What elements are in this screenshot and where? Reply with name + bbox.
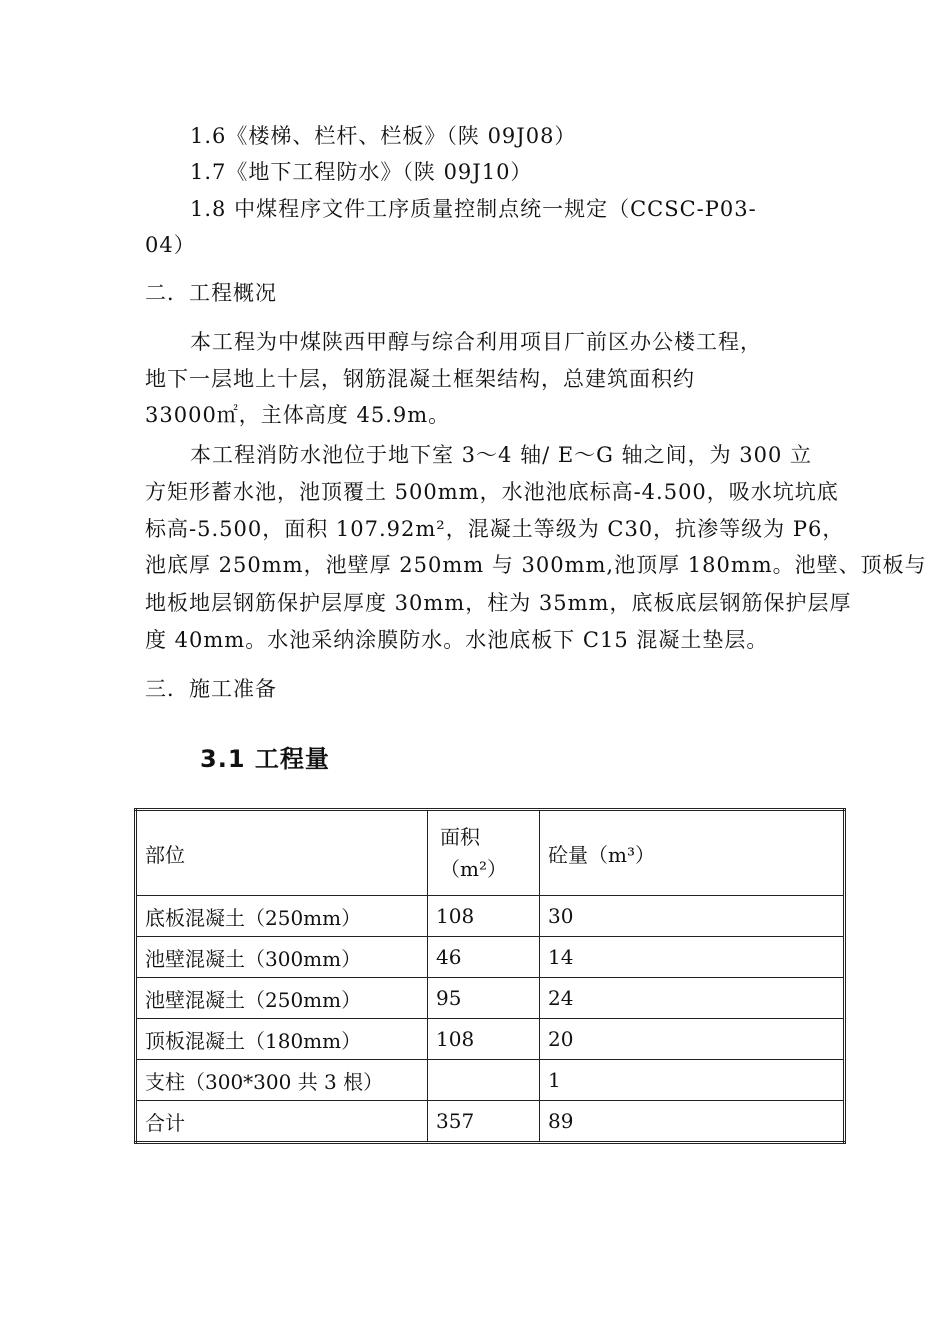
paragraph-line: 本工程为中煤陕西甲醇与综合利用项目厂前区办公楼工程， — [190, 330, 762, 354]
paragraph-line: 本工程消防水池位于地下室 3～4 轴/ E～G 轴之间，为 300 立 — [190, 443, 813, 467]
paragraph-line: 池底厚 250mm，池壁厚 250mm 与 300mm,池顶厚 180mm。池壁、顶板与 — [145, 553, 927, 577]
cell-area: 108 — [428, 1019, 540, 1060]
cell-part: 池壁混凝土（250mm） — [136, 978, 428, 1019]
paragraph-line: 方矩形蓄水池，池顶覆土 500mm，水池池底标高-4.500，吸水坑坑底 — [145, 480, 839, 504]
header-part: 部位 — [136, 810, 428, 896]
section-heading: 二．工程概况 — [145, 281, 277, 305]
reference-item: 1.8 中煤程序文件工序质量控制点统一规定（CCSC-P03- — [190, 197, 757, 221]
cell-area: 95 — [428, 978, 540, 1019]
cell-area: 357 — [428, 1101, 540, 1143]
table-row — [136, 1060, 845, 1101]
table-row-total — [136, 1101, 845, 1143]
header-volume: 砼量（m³） — [540, 810, 845, 896]
table-row — [136, 1019, 845, 1060]
cell-part: 顶板混凝土（180mm） — [136, 1019, 428, 1060]
section-heading: 三．施工准备 — [145, 677, 277, 701]
cell-volume: 89 — [540, 1101, 845, 1143]
cell-part: 合计 — [136, 1101, 428, 1143]
header-area-unit: （m²） — [440, 857, 507, 881]
cell-volume: 1 — [540, 1060, 845, 1101]
subsection-heading: 3.1 工程量 — [200, 745, 330, 773]
cell-part: 池壁混凝土（300mm） — [136, 937, 428, 978]
cell-area: 108 — [428, 896, 540, 937]
cell-area — [428, 1060, 540, 1101]
reference-item-continuation: 04） — [145, 233, 196, 257]
table-header-row — [136, 810, 845, 896]
header-area-label: 面积 — [440, 825, 480, 849]
cell-volume: 30 — [540, 896, 845, 937]
quantity-table — [134, 808, 846, 1144]
table-row — [136, 896, 845, 937]
table-row — [136, 978, 845, 1019]
paragraph-line: 33000㎡，主体高度 45.9m。 — [145, 403, 451, 427]
paragraph-line: 地板地层钢筋保护层厚度 30mm，柱为 35mm，底板底层钢筋保护层厚 — [145, 591, 852, 615]
cell-volume: 20 — [540, 1019, 845, 1060]
cell-volume: 24 — [540, 978, 845, 1019]
paragraph-line: 地下一层地上十层，钢筋混凝土框架结构，总建筑面积约 — [145, 367, 695, 391]
reference-item: 1.6《楼梯、栏杆、栏板》（陕 09J08） — [190, 124, 577, 148]
table-row — [136, 937, 845, 978]
cell-area: 46 — [428, 937, 540, 978]
paragraph-line: 标高-5.500，面积 107.92m²，混凝土等级为 C30，抗渗等级为 P6， — [145, 517, 845, 541]
reference-item: 1.7《地下工程防水》（陕 09J10） — [190, 160, 533, 184]
header-area — [428, 810, 540, 896]
cell-part: 底板混凝土（250mm） — [136, 896, 428, 937]
cell-part: 支柱（300*300 共 3 根） — [136, 1060, 428, 1101]
cell-volume: 14 — [540, 937, 845, 978]
paragraph-line: 度 40mm。水池采纳涂膜防水。水池底板下 C15 混凝土垫层。 — [145, 628, 769, 652]
